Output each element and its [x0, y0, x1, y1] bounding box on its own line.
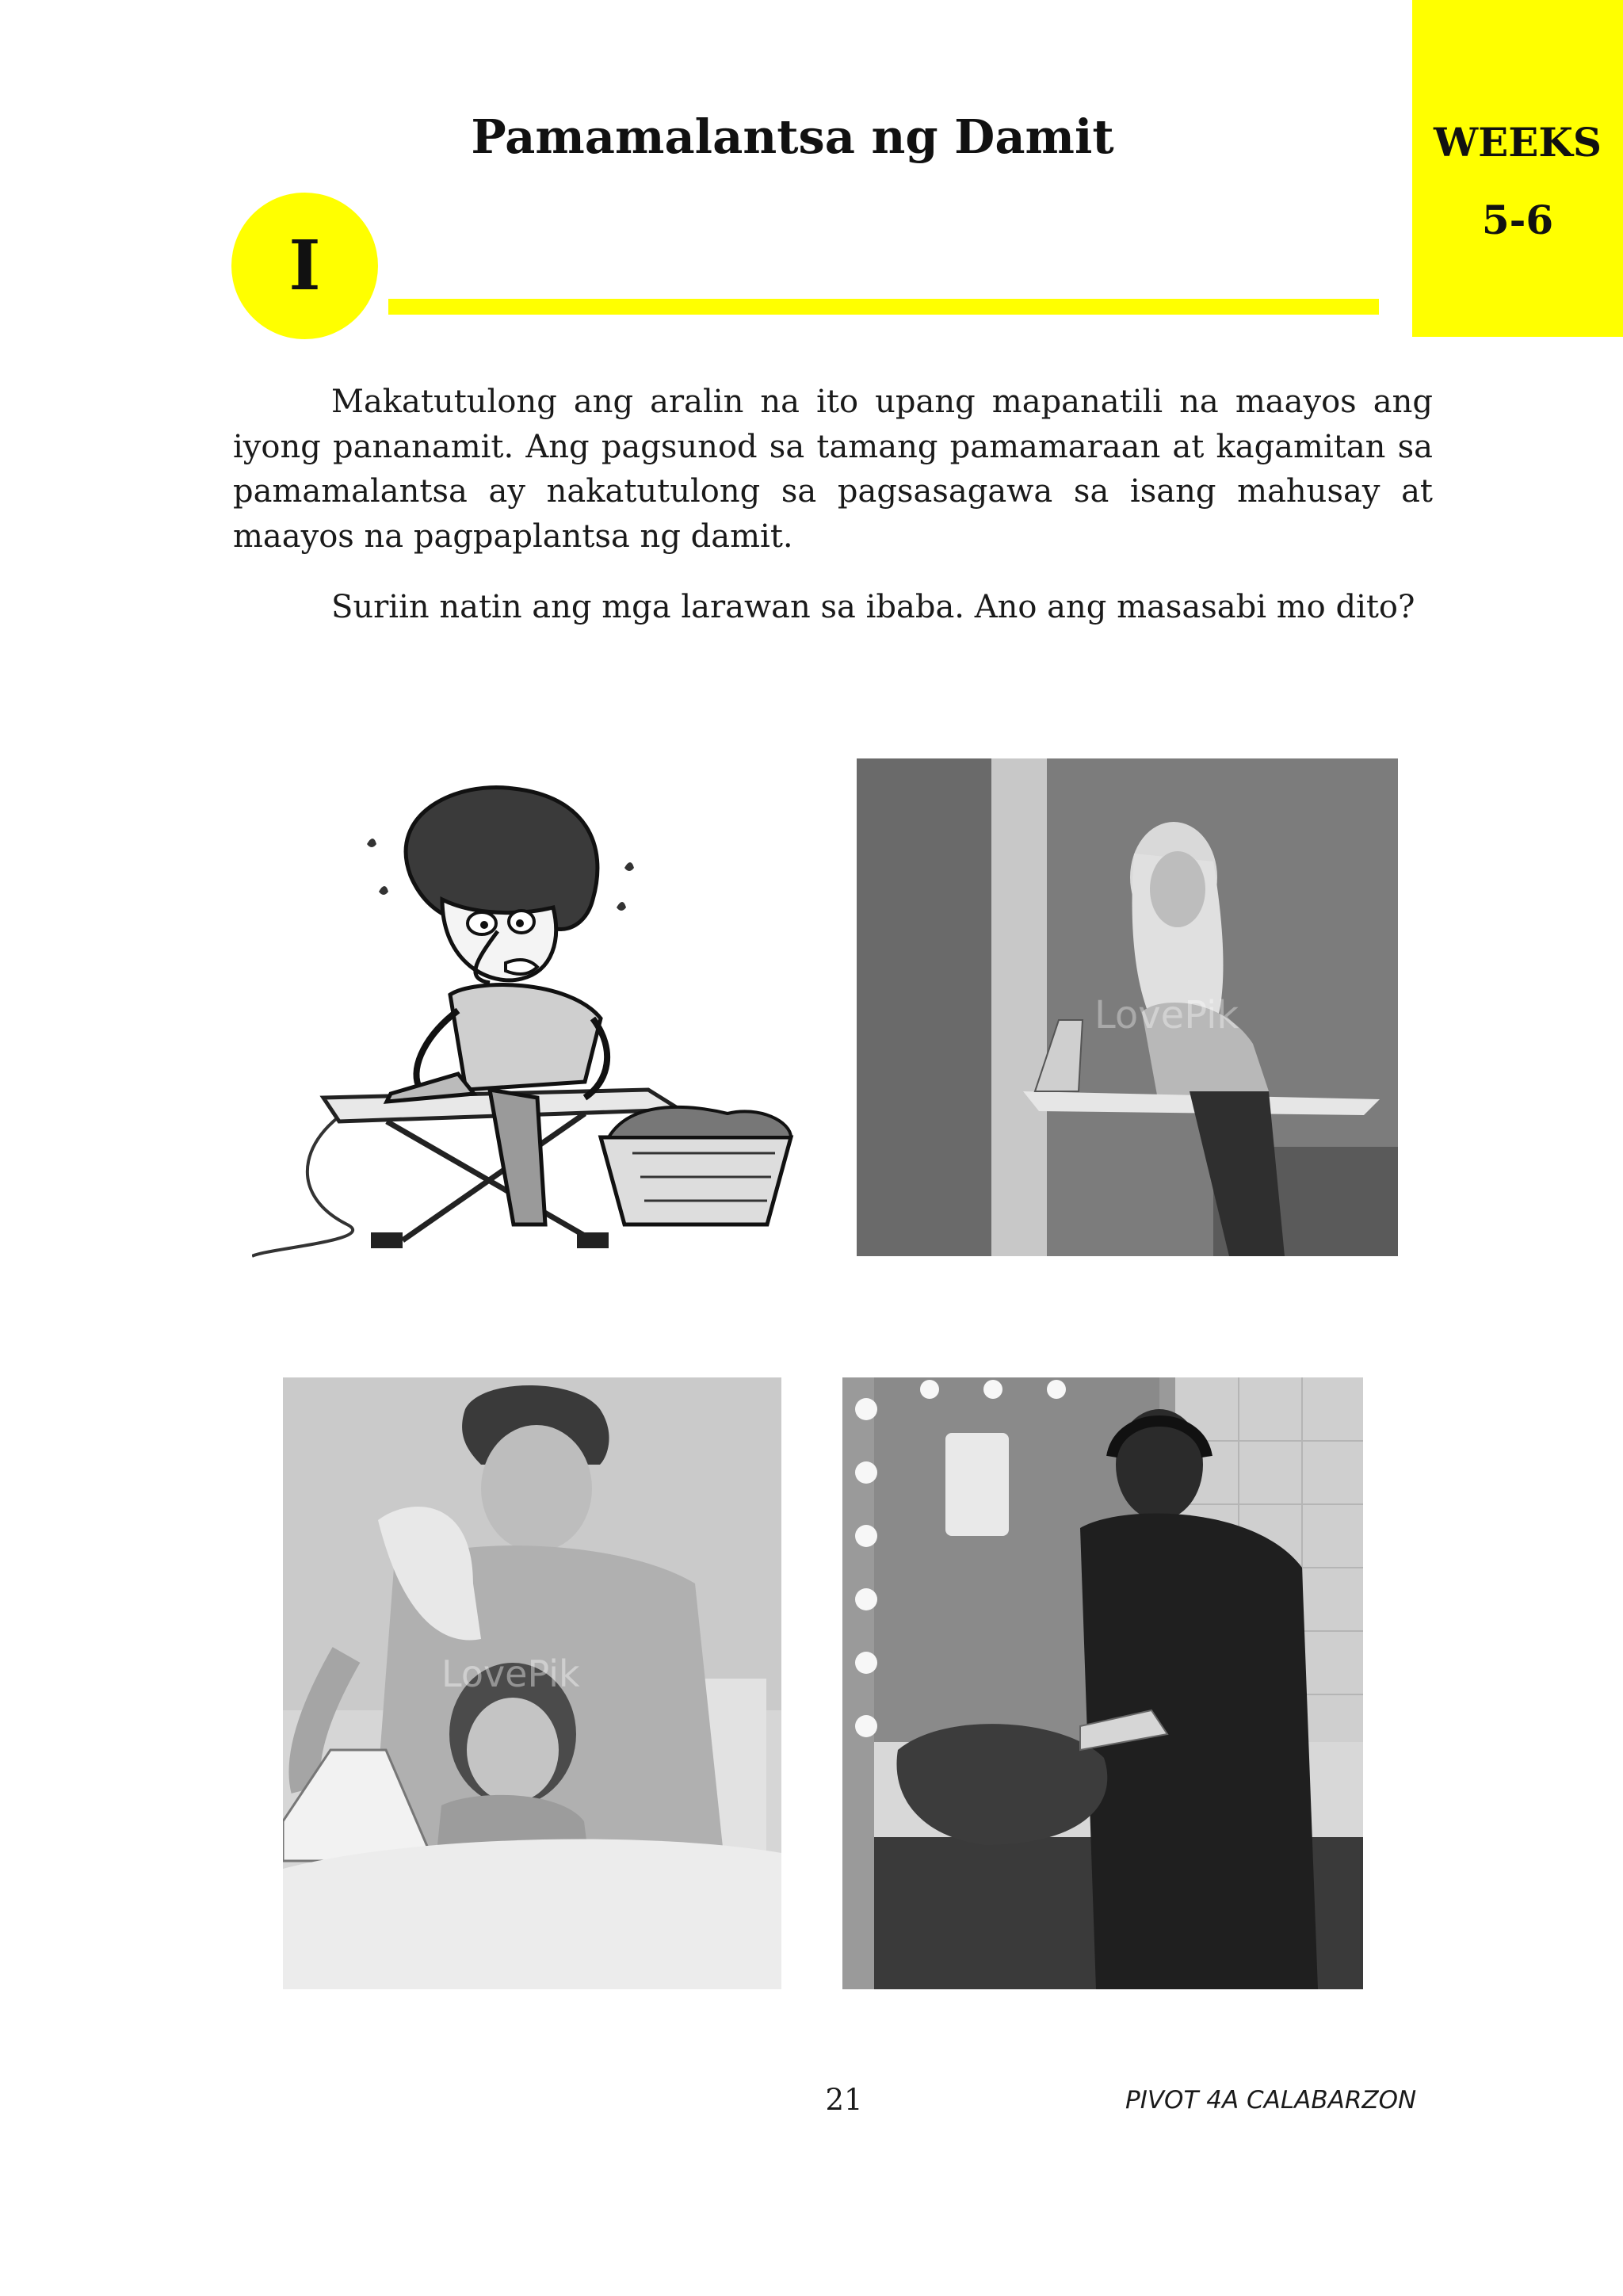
father-image-watermark: LovePik [441, 1652, 580, 1695]
weeks-badge [1412, 0, 1623, 337]
section-divider [388, 299, 1379, 315]
man-headphones-ironing-image [842, 1377, 1363, 1989]
page-number: 21 [825, 2083, 863, 2117]
cartoon-ironing-image [252, 781, 816, 1264]
section-marker: I [231, 193, 378, 339]
weeks-range: 5-6 [1481, 197, 1554, 243]
woman-image-watermark: LovePik [1094, 993, 1239, 1037]
intro-paragraph: Makatutulong ang aralin na ito upang mapanatili na maayos ang iyong pananamit. Ang pagsunod sa tamang pamamaraan at kagamitan sa pamamalantsa ay nakatutulong sa pagsasagawa sa isang mahusay at maayos na pagpaplantsa ng damit. [233, 384, 1433, 555]
weeks-label: WEEKS [1434, 119, 1602, 166]
woman-ironing-image [857, 758, 1398, 1256]
father-daughter-ironing-image [283, 1377, 781, 1989]
footer-organization: PIVOT 4A CALABARZON [1125, 2086, 1417, 2115]
instruction-paragraph: Suriin natin ang mga larawan sa ibaba. Ano ang masasabi mo dito? [331, 589, 1415, 625]
page-title: Pamamalantsa ng Damit [471, 109, 1114, 164]
